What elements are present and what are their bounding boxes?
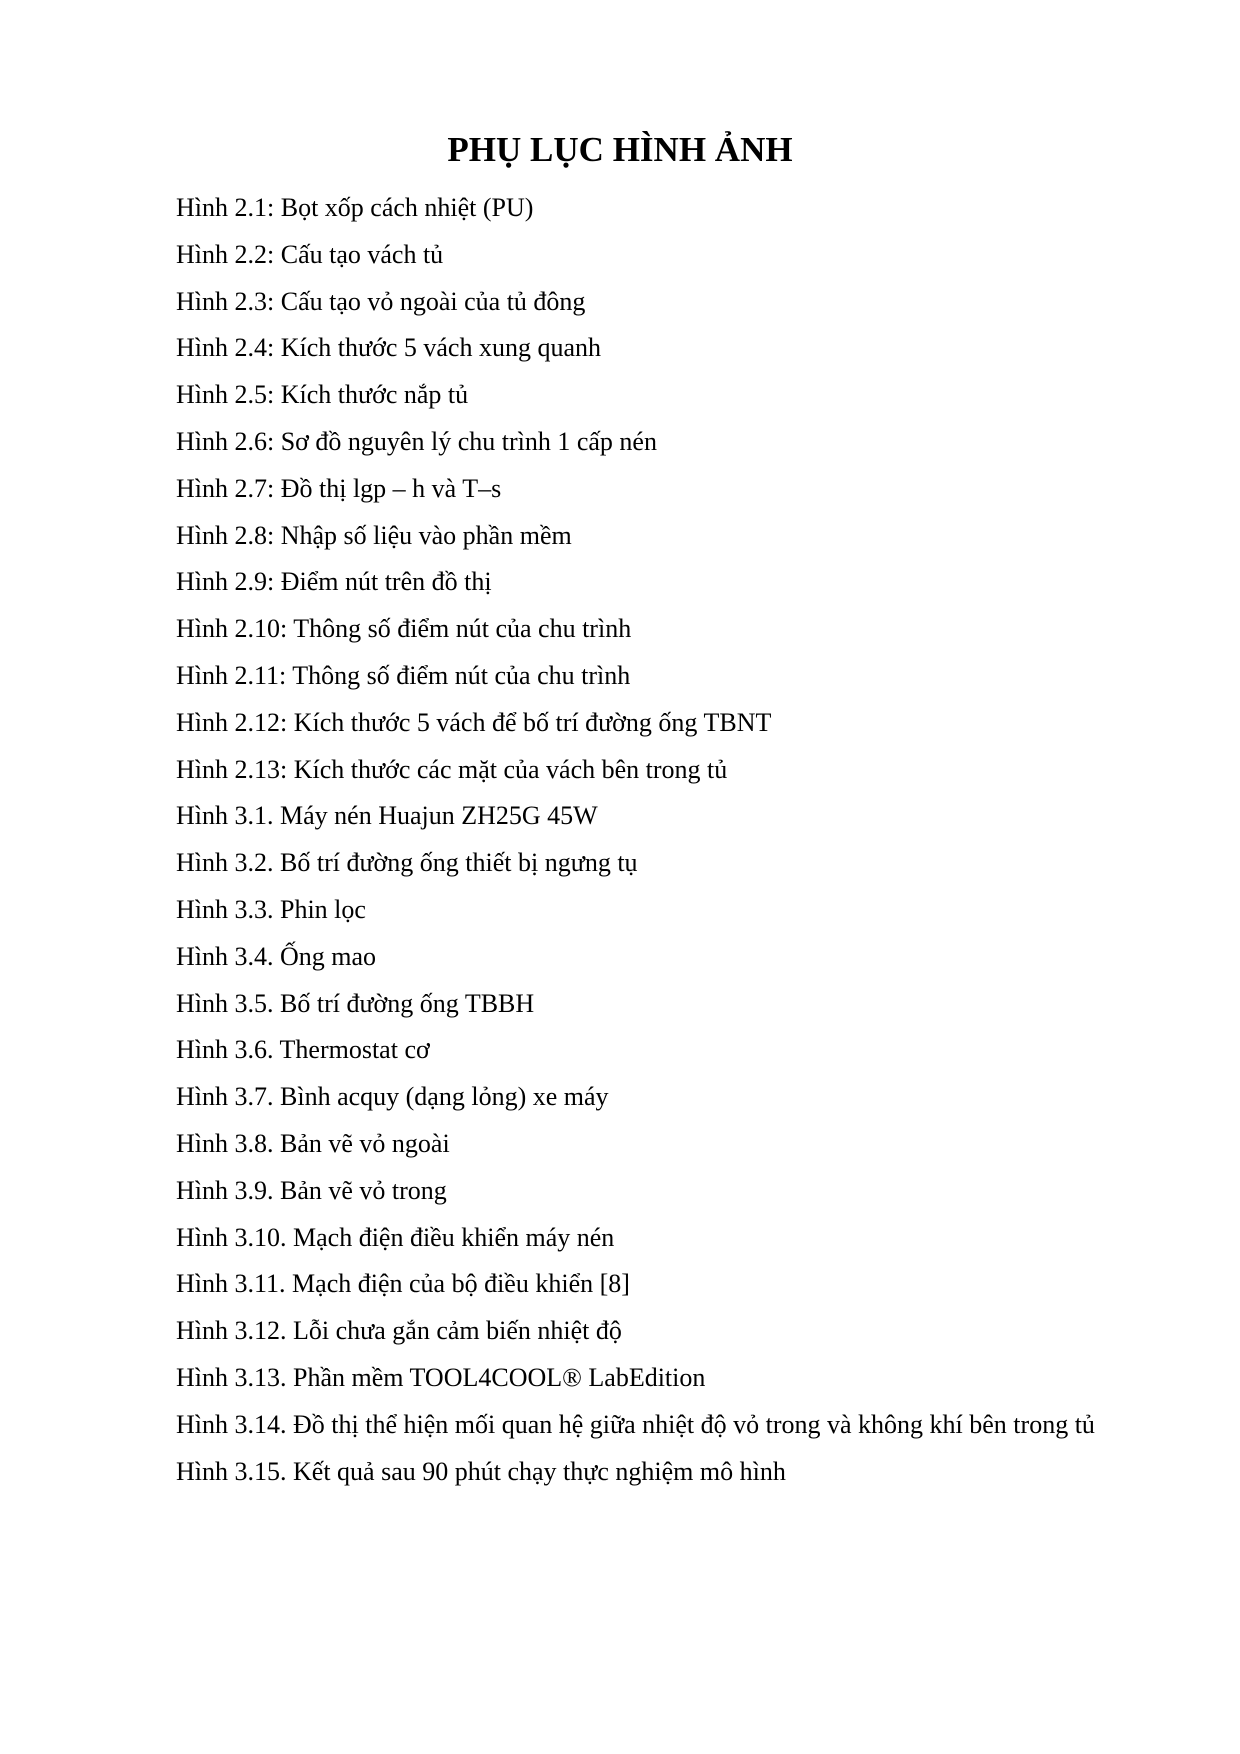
figure-list-item: Hình 3.13. Phần mềm TOOL4COOL® LabEdition — [176, 1362, 706, 1392]
figure-list — [176, 185, 1136, 1495]
figure-list-item: Hình 3.7. Bình acquy (dạng lỏng) xe máy — [176, 1082, 609, 1112]
figure-list-item: Hình 3.6. Thermostat cơ — [176, 1035, 430, 1065]
figure-list-item: Hình 3.2. Bố trí đường ống thiết bị ngưng tụ — [176, 848, 638, 878]
figure-list-item: Hình 3.10. Mạch điện điều khiển máy nén — [176, 1222, 615, 1252]
figure-list-item: Hình 3.11. Mạch điện của bộ điều khiển [8] — [176, 1269, 630, 1299]
figure-list-item: Hình 2.12: Kích thước 5 vách để bố trí đường ống TBNT — [176, 707, 772, 737]
figure-list-item: Hình 2.3: Cấu tạo vỏ ngoài của tủ đông — [176, 286, 586, 316]
figure-list-item: Hình 3.1. Máy nén Huajun ZH25G 45W — [176, 801, 598, 831]
figure-list-item: Hình 2.2: Cấu tạo vách tủ — [176, 239, 444, 269]
figure-list-item: Hình 3.4. Ống mao — [176, 941, 377, 971]
figure-list-item: Hình 3.5. Bố trí đường ống TBBH — [176, 988, 535, 1018]
figure-list-item: Hình 2.7: Đồ thị lgp – h và T–s — [176, 473, 502, 503]
figure-list-item: Hình 2.6: Sơ đồ nguyên lý chu trình 1 cấp nén — [176, 426, 657, 456]
figure-list-item: Hình 2.13: Kích thước các mặt của vách bên trong tủ — [176, 754, 728, 784]
figure-list-item: Hình 3.9. Bản vẽ vỏ trong — [176, 1175, 447, 1205]
figure-list-item: Hình 3.8. Bản vẽ vỏ ngoài — [176, 1128, 450, 1158]
figure-list-item: Hình 2.1: Bọt xốp cách nhiệt (PU) — [176, 193, 534, 222]
figure-list-item: Hình 2.8: Nhập số liệu vào phần mềm — [176, 520, 572, 550]
figure-list-item: Hình 2.11: Thông số điểm nút của chu trình — [176, 660, 631, 690]
page-title: PHỤ LỤC HÌNH ẢNH — [447, 130, 793, 169]
figure-list-item: Hình 3.15. Kết quả sau 90 phút chạy thực nghiệm mô hình — [176, 1456, 786, 1486]
figure-list-item: Hình 3.14. Đồ thị thể hiện mối quan hệ giữa nhiệt độ vỏ trong và không khí bên trong tủ — [176, 1409, 1095, 1439]
figure-list-item: Hình 2.4: Kích thước 5 vách xung quanh — [176, 333, 601, 363]
figure-list-item: Hình 2.5: Kích thước nắp tủ — [176, 380, 469, 410]
figure-list-item: Hình 3.3. Phin lọc — [176, 894, 366, 924]
figure-list-item: Hình 2.9: Điểm nút trên đồ thị — [176, 567, 492, 597]
figure-list-item: Hình 3.12. Lỗi chưa gắn cảm biến nhiệt độ — [176, 1316, 622, 1346]
figure-list-item: Hình 2.10: Thông số điểm nút của chu trình — [176, 614, 632, 644]
